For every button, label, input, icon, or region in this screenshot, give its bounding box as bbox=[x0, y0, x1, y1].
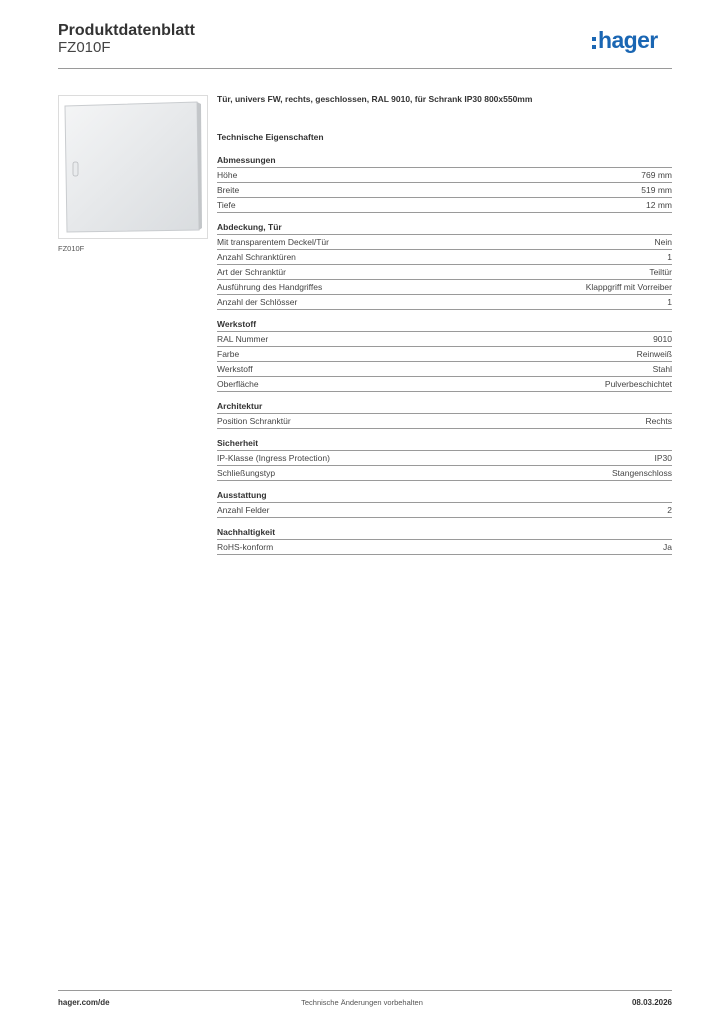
spec-section bbox=[217, 400, 672, 429]
spec-value: Reinweiß bbox=[636, 349, 672, 359]
section-heading: Ausstattung bbox=[217, 489, 672, 503]
spec-row bbox=[217, 265, 672, 280]
spec-value: Pulverbeschichtet bbox=[604, 379, 672, 389]
spec-section bbox=[217, 154, 672, 213]
spec-row bbox=[217, 168, 672, 183]
article-number: FZ010F bbox=[58, 39, 111, 56]
page-title: Produktdatenblatt bbox=[58, 22, 195, 39]
spec-label: Anzahl Felder bbox=[217, 505, 270, 515]
spec-label: RAL Nummer bbox=[217, 334, 269, 344]
spec-row bbox=[217, 414, 672, 429]
spec-row bbox=[217, 540, 672, 555]
spec-section bbox=[217, 221, 672, 310]
product-title: Tür, univers FW, rechts, geschlossen, RAL 9010, für Schrank IP30 800x550mm bbox=[217, 94, 533, 104]
spec-row bbox=[217, 362, 672, 377]
technical-heading: Technische Eigenschaften bbox=[217, 132, 324, 142]
spec-row bbox=[217, 235, 672, 250]
spec-label: Art der Schranktür bbox=[217, 267, 286, 277]
spec-row bbox=[217, 332, 672, 347]
product-details bbox=[217, 94, 672, 563]
spec-label: Mit transparentem Deckel/Tür bbox=[217, 237, 329, 247]
spec-value: Stahl bbox=[652, 364, 672, 374]
spec-label: Tiefe bbox=[217, 200, 236, 210]
spec-label: Höhe bbox=[217, 170, 238, 180]
footer-divider bbox=[58, 990, 672, 991]
header-divider bbox=[58, 68, 672, 69]
spec-row bbox=[217, 198, 672, 213]
section-heading: Architektur bbox=[217, 400, 672, 414]
spec-row bbox=[217, 280, 672, 295]
spec-row bbox=[217, 503, 672, 518]
footer-notice: Technische Änderungen vorbehalten bbox=[301, 998, 423, 1007]
logo-text: hager bbox=[598, 27, 658, 53]
spec-row bbox=[217, 466, 672, 481]
spec-value: 2 bbox=[667, 505, 672, 515]
spec-label: Anzahl Schranktüren bbox=[217, 252, 296, 262]
spec-value: Klappgriff mit Vorreiber bbox=[585, 282, 672, 292]
product-image bbox=[58, 95, 208, 239]
spec-label: Breite bbox=[217, 185, 240, 195]
spec-row bbox=[217, 451, 672, 466]
spec-label: Farbe bbox=[217, 349, 240, 359]
spec-section bbox=[217, 526, 672, 555]
door-image-icon bbox=[63, 100, 203, 234]
footer-website[interactable]: hager.com/de bbox=[58, 998, 110, 1007]
spec-value: 1 bbox=[667, 297, 672, 307]
spec-label: Oberfläche bbox=[217, 379, 259, 389]
logo-dots-icon bbox=[592, 37, 596, 50]
footer-date: 08.03.2026 bbox=[631, 998, 672, 1007]
spec-row bbox=[217, 295, 672, 310]
spec-row bbox=[217, 347, 672, 362]
section-heading: Abdeckung, Tür bbox=[217, 221, 672, 235]
spec-value: Rechts bbox=[645, 416, 672, 426]
spec-label: Ausführung des Handgriffes bbox=[217, 282, 323, 292]
section-heading: Abmessungen bbox=[217, 154, 672, 168]
spec-row bbox=[217, 183, 672, 198]
spec-label: IP-Klasse (Ingress Protection) bbox=[217, 453, 330, 463]
spec-label: Position Schranktür bbox=[217, 416, 291, 426]
spec-value: Teiltür bbox=[649, 267, 672, 277]
spec-value: Ja bbox=[663, 542, 672, 552]
spec-row bbox=[217, 377, 672, 392]
spec-value: 9010 bbox=[653, 334, 672, 344]
section-heading: Nachhaltigkeit bbox=[217, 526, 672, 540]
spec-value: 1 bbox=[667, 252, 672, 262]
spec-sections bbox=[217, 154, 672, 555]
spec-section bbox=[217, 489, 672, 518]
spec-label: RoHS-konform bbox=[217, 542, 274, 552]
spec-section bbox=[217, 318, 672, 392]
section-heading: Sicherheit bbox=[217, 437, 672, 451]
spec-value: 12 mm bbox=[646, 200, 672, 210]
spec-label: Schließungstyp bbox=[217, 468, 276, 478]
spec-row bbox=[217, 250, 672, 265]
spec-label: Werkstoff bbox=[217, 364, 253, 374]
spec-section bbox=[217, 437, 672, 481]
spec-label: Anzahl der Schlösser bbox=[217, 297, 298, 307]
spec-value: Stangenschloss bbox=[611, 468, 672, 478]
image-caption: FZ010F bbox=[58, 244, 85, 253]
section-heading: Werkstoff bbox=[217, 318, 672, 332]
spec-value: 519 mm bbox=[641, 185, 672, 195]
spec-value: IP30 bbox=[654, 453, 672, 463]
spec-value: 769 mm bbox=[641, 170, 672, 180]
spec-value: Nein bbox=[654, 237, 672, 247]
